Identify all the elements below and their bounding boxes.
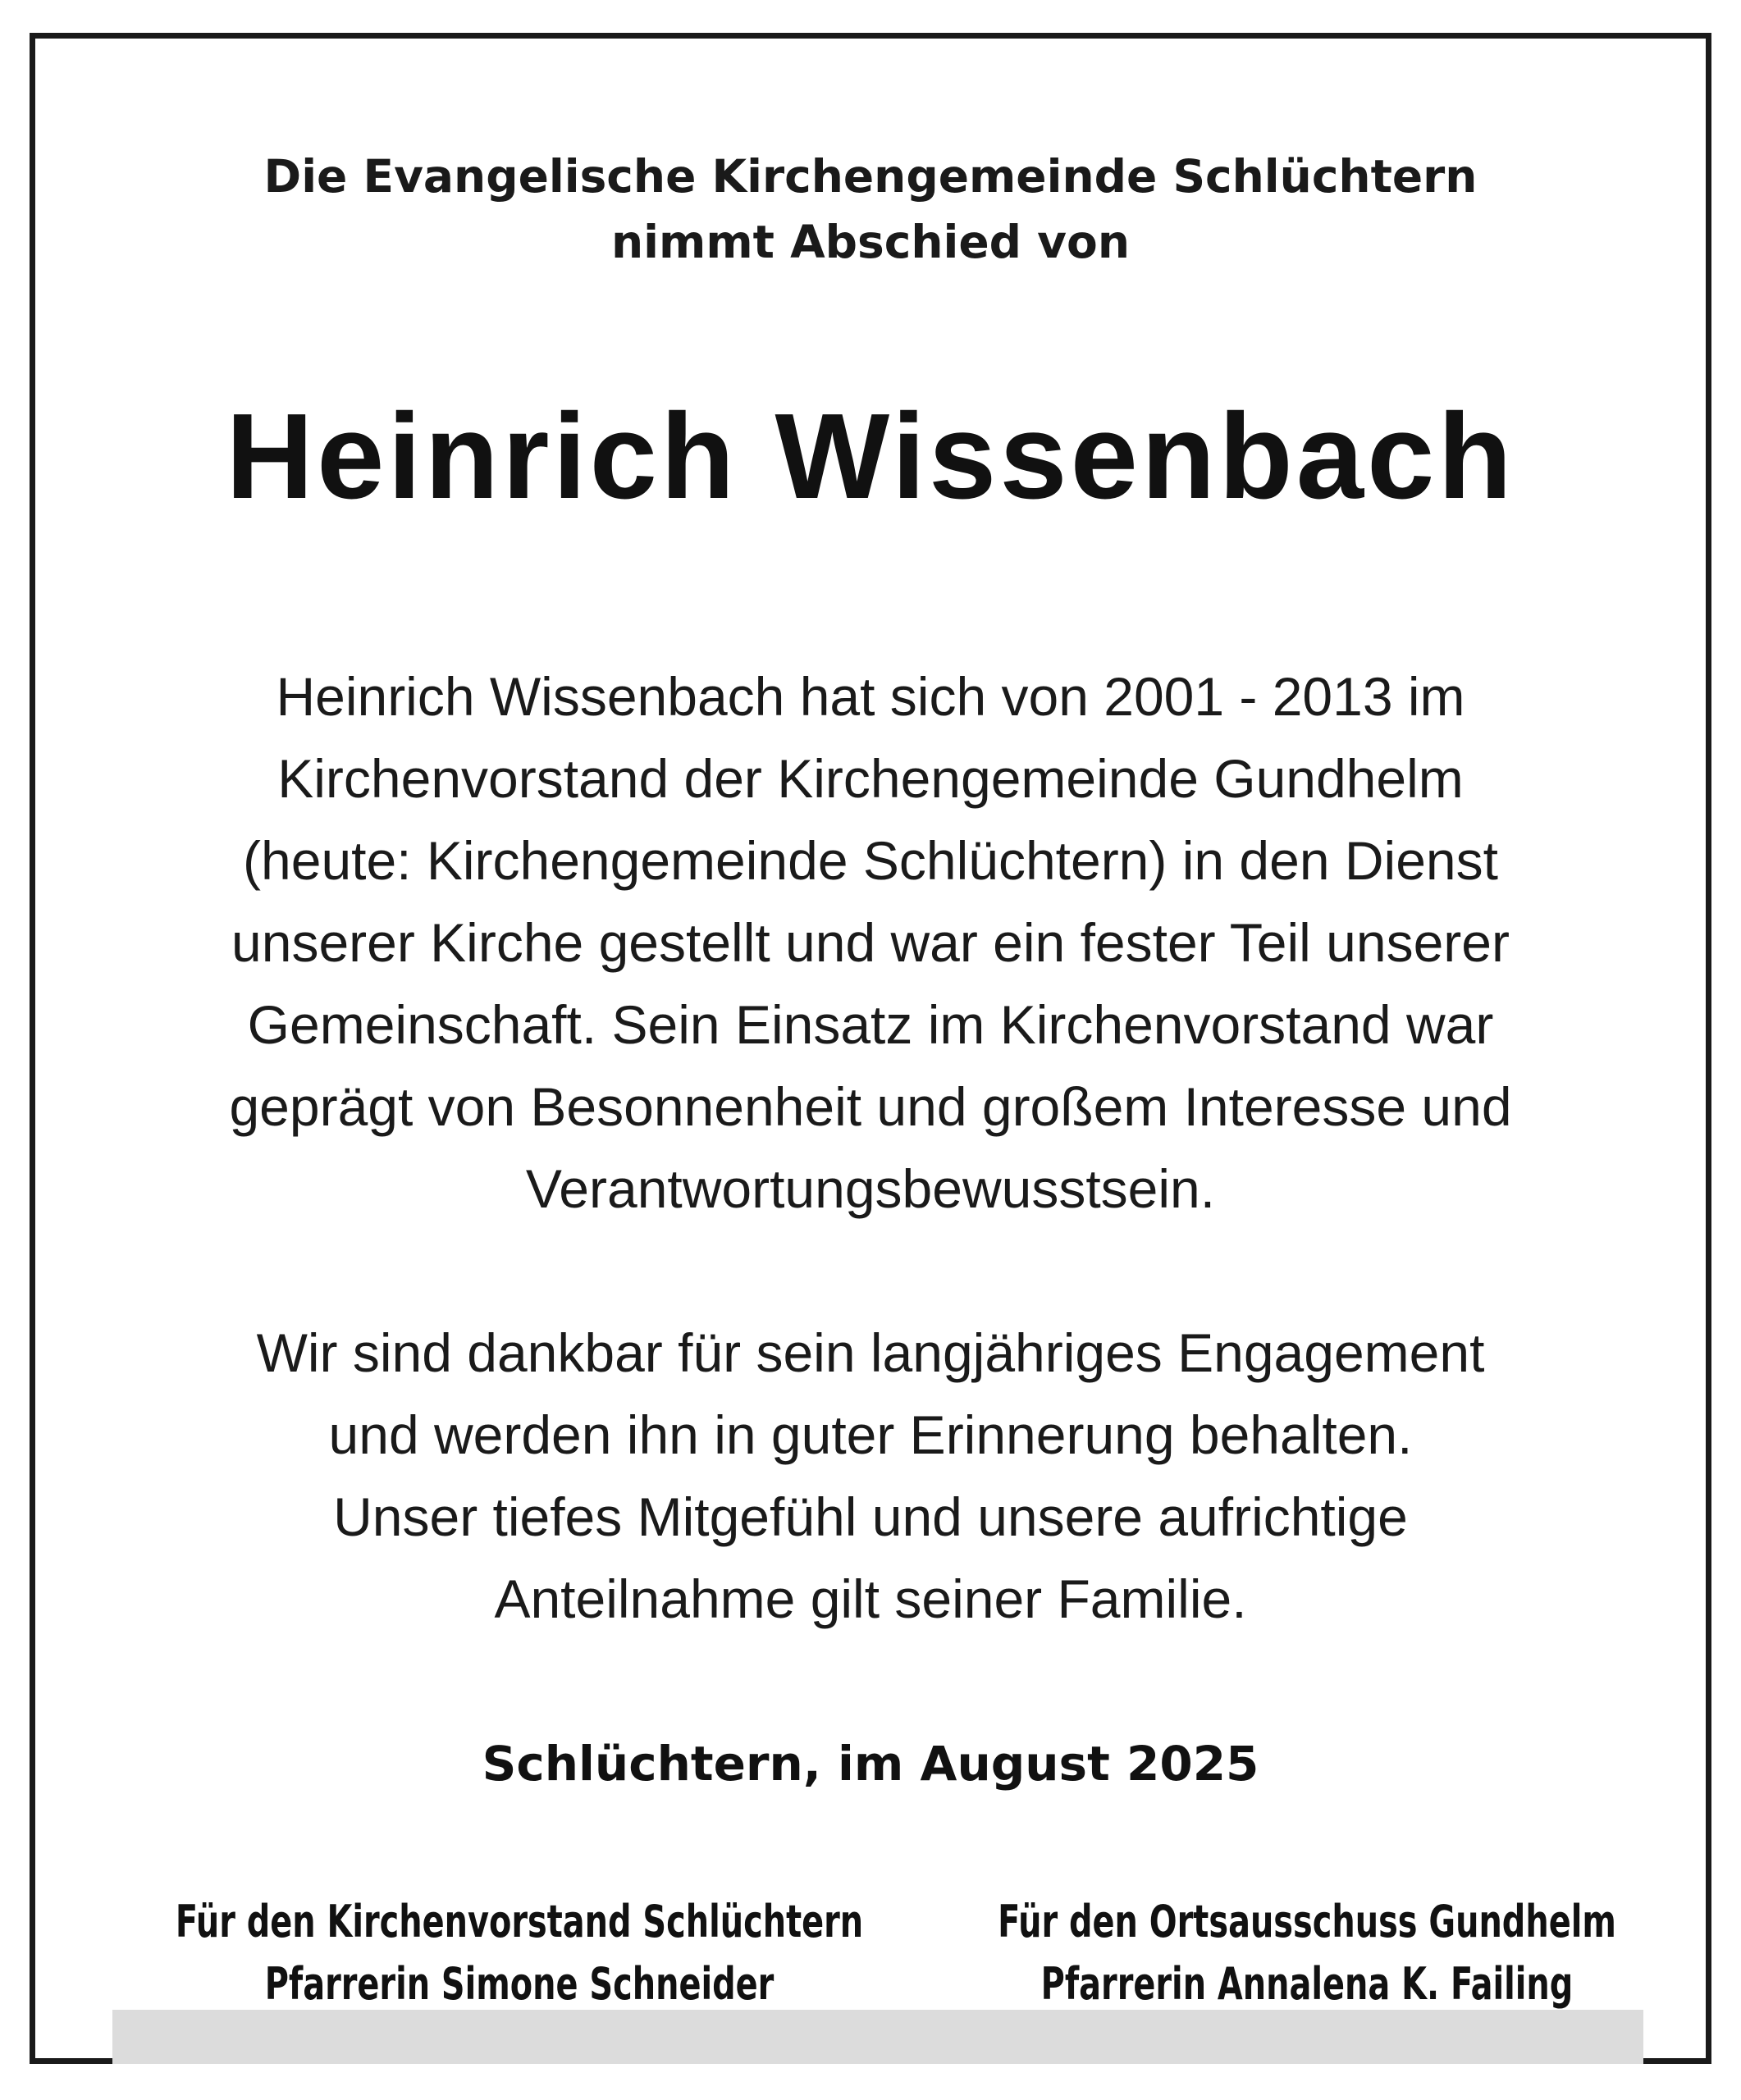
paragraph-line: geprägt von Besonnenheit und großem Interesse und xyxy=(229,1076,1512,1137)
signature-right xyxy=(937,1891,1677,2016)
signature-left xyxy=(149,1891,889,2016)
notice-header xyxy=(35,144,1706,275)
paragraph-line: Anteilnahme gilt seiner Familie. xyxy=(494,1568,1247,1629)
paragraph-line: und werden ihn in guter Erinnerung behalten. xyxy=(328,1404,1413,1465)
header-line-1: Die Evangelische Kirchengemeinde Schlüchtern xyxy=(263,150,1478,203)
paragraph-line: unserer Kirche gestellt und war ein fester Teil unserer xyxy=(231,912,1510,973)
paragraph-line: Heinrich Wissenbach hat sich von 2001 - 2013 im xyxy=(276,666,1465,727)
signature-role: Für den Kirchenvorstand Schlüchtern xyxy=(175,1896,864,1947)
paragraph-line: (heute: Kirchengemeinde Schlüchtern) in den Dienst xyxy=(243,830,1498,891)
paragraph-line: Gemeinschaft. Sein Einsatz im Kirchenvorstand war xyxy=(247,994,1494,1055)
notice-frame xyxy=(30,33,1711,2064)
signature-name: Pfarrerin Annalena K. Failing xyxy=(1040,1958,1574,2010)
header-line-2: nimmt Abschied von xyxy=(611,216,1130,268)
place-date: Schlüchtern, im August 2025 xyxy=(482,1736,1259,1792)
paragraph-line: Verantwortungsbewusstsein. xyxy=(525,1158,1216,1219)
paragraph-line: Unser tiefes Mitgefühl und unsere aufrichtige xyxy=(333,1486,1408,1547)
paragraph-line: Kirchenvorstand der Kirchengemeinde Gundhelm xyxy=(277,748,1464,809)
paragraph-condolence xyxy=(35,1312,1706,1640)
signature-role: Für den Ortsausschuss Gundhelm xyxy=(998,1896,1616,1947)
paragraph-line: Wir sind dankbar für sein langjähriges Engagement xyxy=(256,1322,1485,1383)
signature-name: Pfarrerin Simone Schneider xyxy=(264,1958,775,2010)
paragraph-tribute xyxy=(35,655,1706,1230)
footer-bar xyxy=(112,2010,1643,2064)
deceased-name: Heinrich Wissenbach xyxy=(226,389,1515,524)
